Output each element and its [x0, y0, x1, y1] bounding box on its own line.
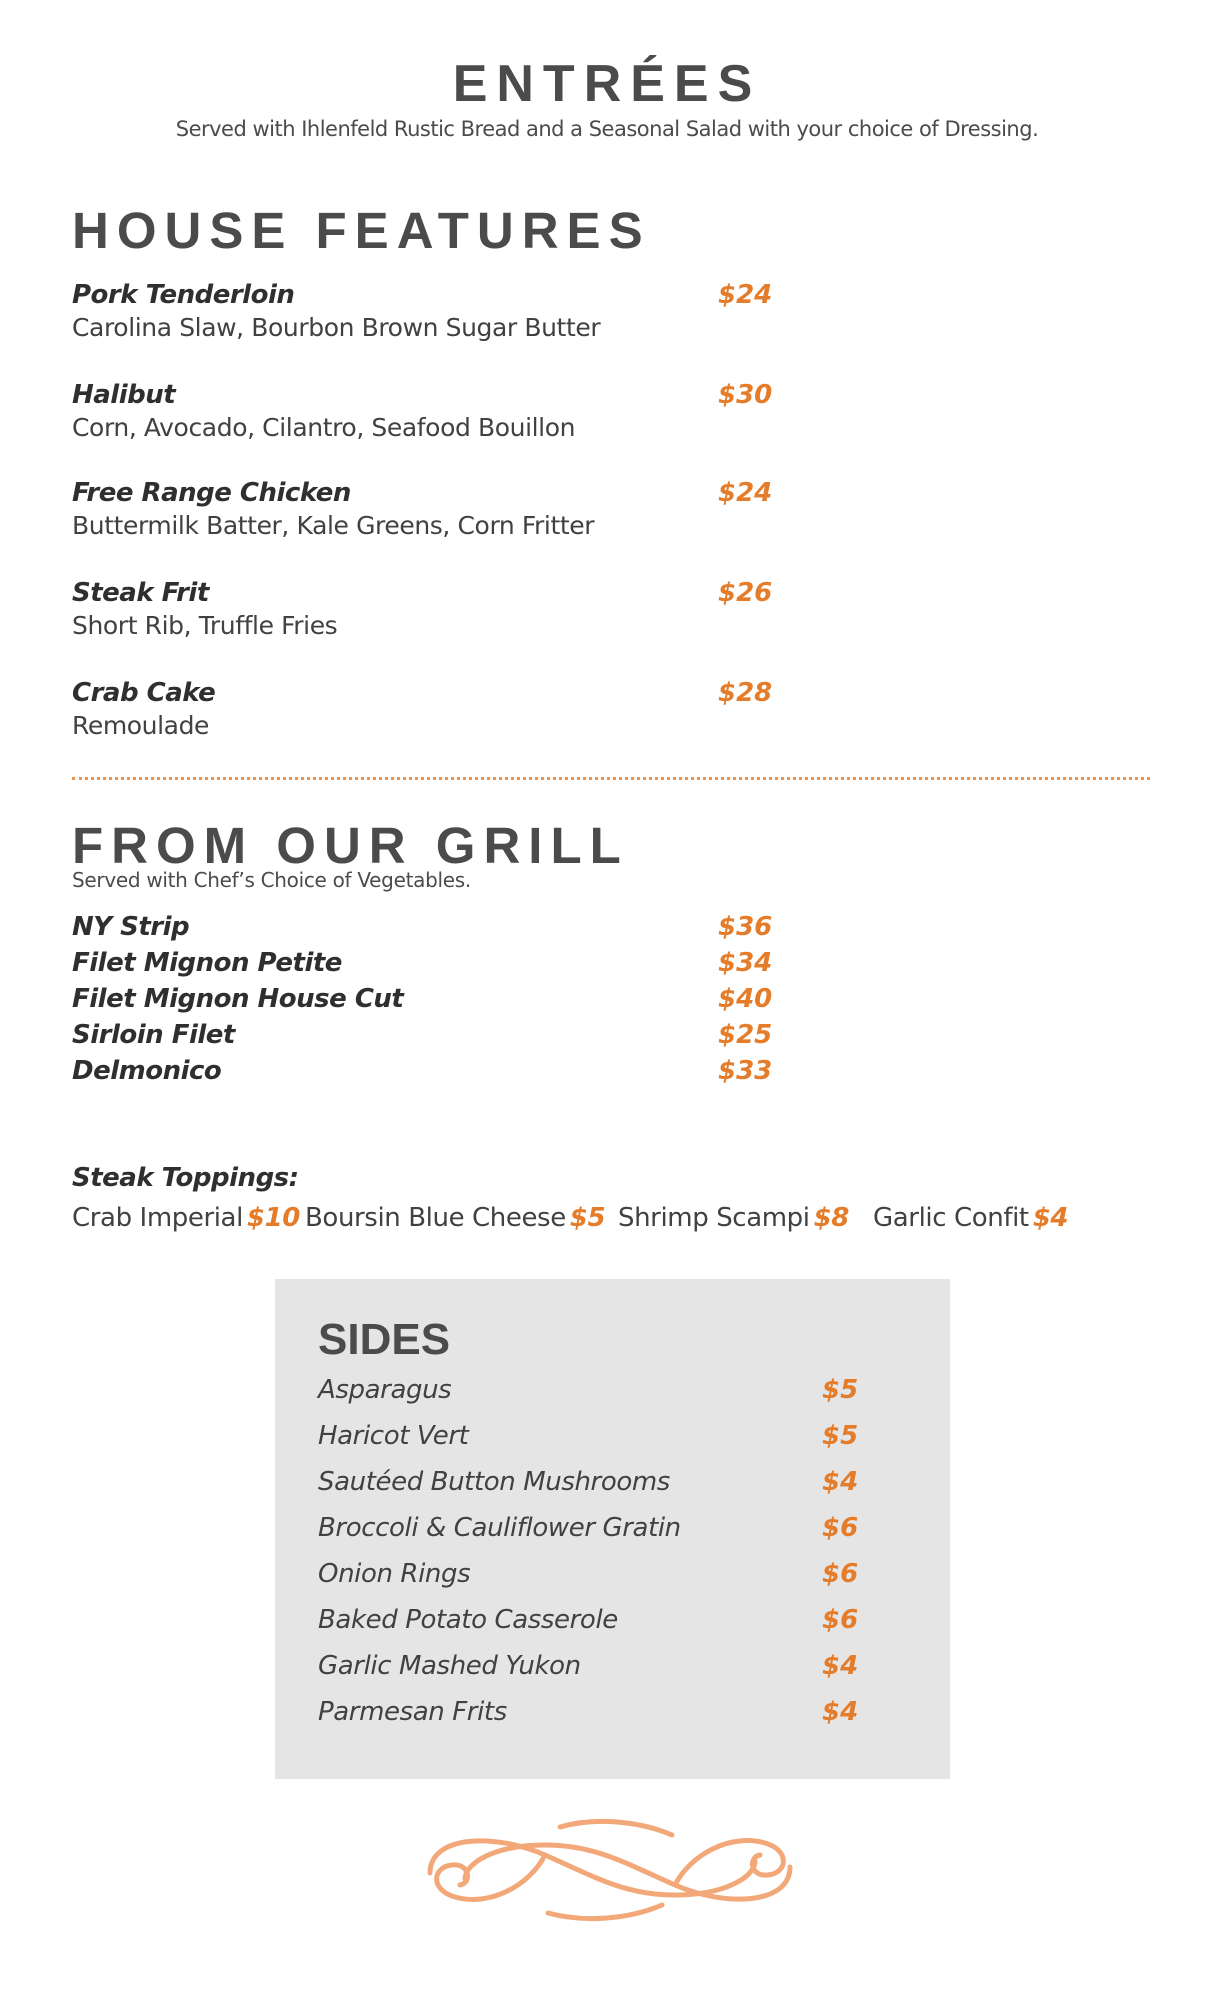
topping-item: [618, 1203, 849, 1233]
page-title: ENTRÉES: [452, 55, 762, 113]
menu-item-price: $24: [718, 280, 773, 310]
grill-section-note: Served with Chef’s Choice of Vegetables.: [72, 868, 471, 892]
side-item-name: Asparagus: [318, 1375, 452, 1405]
topping-name: Garlic Confit: [873, 1203, 1029, 1233]
grill-section-title: FROM OUR GRILL: [72, 817, 629, 874]
menu-item-name: Halibut: [72, 380, 176, 410]
steak-toppings-label: Steak Toppings:: [72, 1163, 299, 1193]
menu-item-price: $24: [718, 478, 773, 508]
side-item-price: $6: [822, 1605, 859, 1635]
topping-item: [873, 1203, 1068, 1233]
grill-item-name: Filet Mignon House Cut: [72, 984, 404, 1014]
topping-price: $4: [1032, 1203, 1069, 1233]
topping-price: $10: [246, 1203, 300, 1233]
grill-item-price: $25: [718, 1020, 773, 1050]
side-item-price: $4: [822, 1467, 859, 1497]
side-item-name: Broccoli & Cauliflower Gratin: [318, 1513, 681, 1543]
grill-item-price: $36: [718, 912, 773, 942]
topping-price: $8: [813, 1203, 849, 1233]
side-item-price: $4: [822, 1651, 859, 1681]
menu-item-name: Steak Frit: [72, 578, 209, 608]
side-item-price: $4: [822, 1697, 859, 1727]
menu-item-description: Carolina Slaw, Bourbon Brown Sugar Butter: [72, 313, 601, 342]
topping-name: Shrimp Scampi: [618, 1203, 810, 1233]
menu-item-description: Corn, Avocado, Cilantro, Seafood Bouillon: [72, 413, 576, 442]
menu-item-price: $26: [718, 578, 773, 608]
side-item-name: Baked Potato Casserole: [318, 1605, 618, 1635]
grill-item-price: $33: [718, 1056, 773, 1086]
house-features-title: HOUSE FEATURES: [72, 202, 651, 259]
grill-item-name: NY Strip: [72, 912, 190, 942]
menu-item-description: Buttermilk Batter, Kale Greens, Corn Fritter: [72, 511, 595, 540]
section-divider: [72, 777, 1150, 780]
menu-item-description: Short Rib, Truffle Fries: [72, 611, 338, 640]
grill-item-name: Filet Mignon Petite: [72, 948, 342, 978]
menu-item-description: Remoulade: [72, 711, 210, 740]
side-item-price: $6: [822, 1559, 859, 1589]
side-item-name: Parmesan Frits: [318, 1697, 507, 1727]
topping-name: Boursin Blue Cheese: [305, 1203, 566, 1233]
sides-title: SIDES: [318, 1315, 451, 1364]
side-item-price: $5: [822, 1375, 859, 1405]
topping-name: Crab Imperial: [72, 1203, 243, 1233]
topping-item: [305, 1203, 605, 1233]
ornamental-flourish-icon: [410, 1815, 810, 1925]
grill-item-name: Sirloin Filet: [72, 1020, 235, 1050]
menu-item-price: $30: [718, 380, 773, 410]
menu-item-price: $28: [718, 678, 773, 708]
grill-item-name: Delmonico: [72, 1056, 222, 1086]
side-item-price: $5: [822, 1421, 859, 1451]
side-item-name: Garlic Mashed Yukon: [318, 1651, 581, 1681]
grill-item-price: $34: [718, 948, 773, 978]
topping-price: $5: [569, 1203, 606, 1233]
menu-item-name: Pork Tenderloin: [72, 280, 295, 310]
topping-item: [72, 1203, 300, 1233]
side-item-name: Onion Rings: [318, 1559, 471, 1589]
grill-item-price: $40: [718, 984, 773, 1014]
page-subtitle: Served with Ihlenfeld Rustic Bread and a Seasonal Salad with your choice of Dressing.: [175, 117, 1039, 141]
side-item-name: Sautéed Button Mushrooms: [318, 1467, 670, 1497]
side-item-name: Haricot Vert: [318, 1421, 469, 1451]
menu-item-name: Crab Cake: [72, 678, 216, 708]
side-item-price: $6: [822, 1513, 859, 1543]
menu-item-name: Free Range Chicken: [72, 478, 351, 508]
